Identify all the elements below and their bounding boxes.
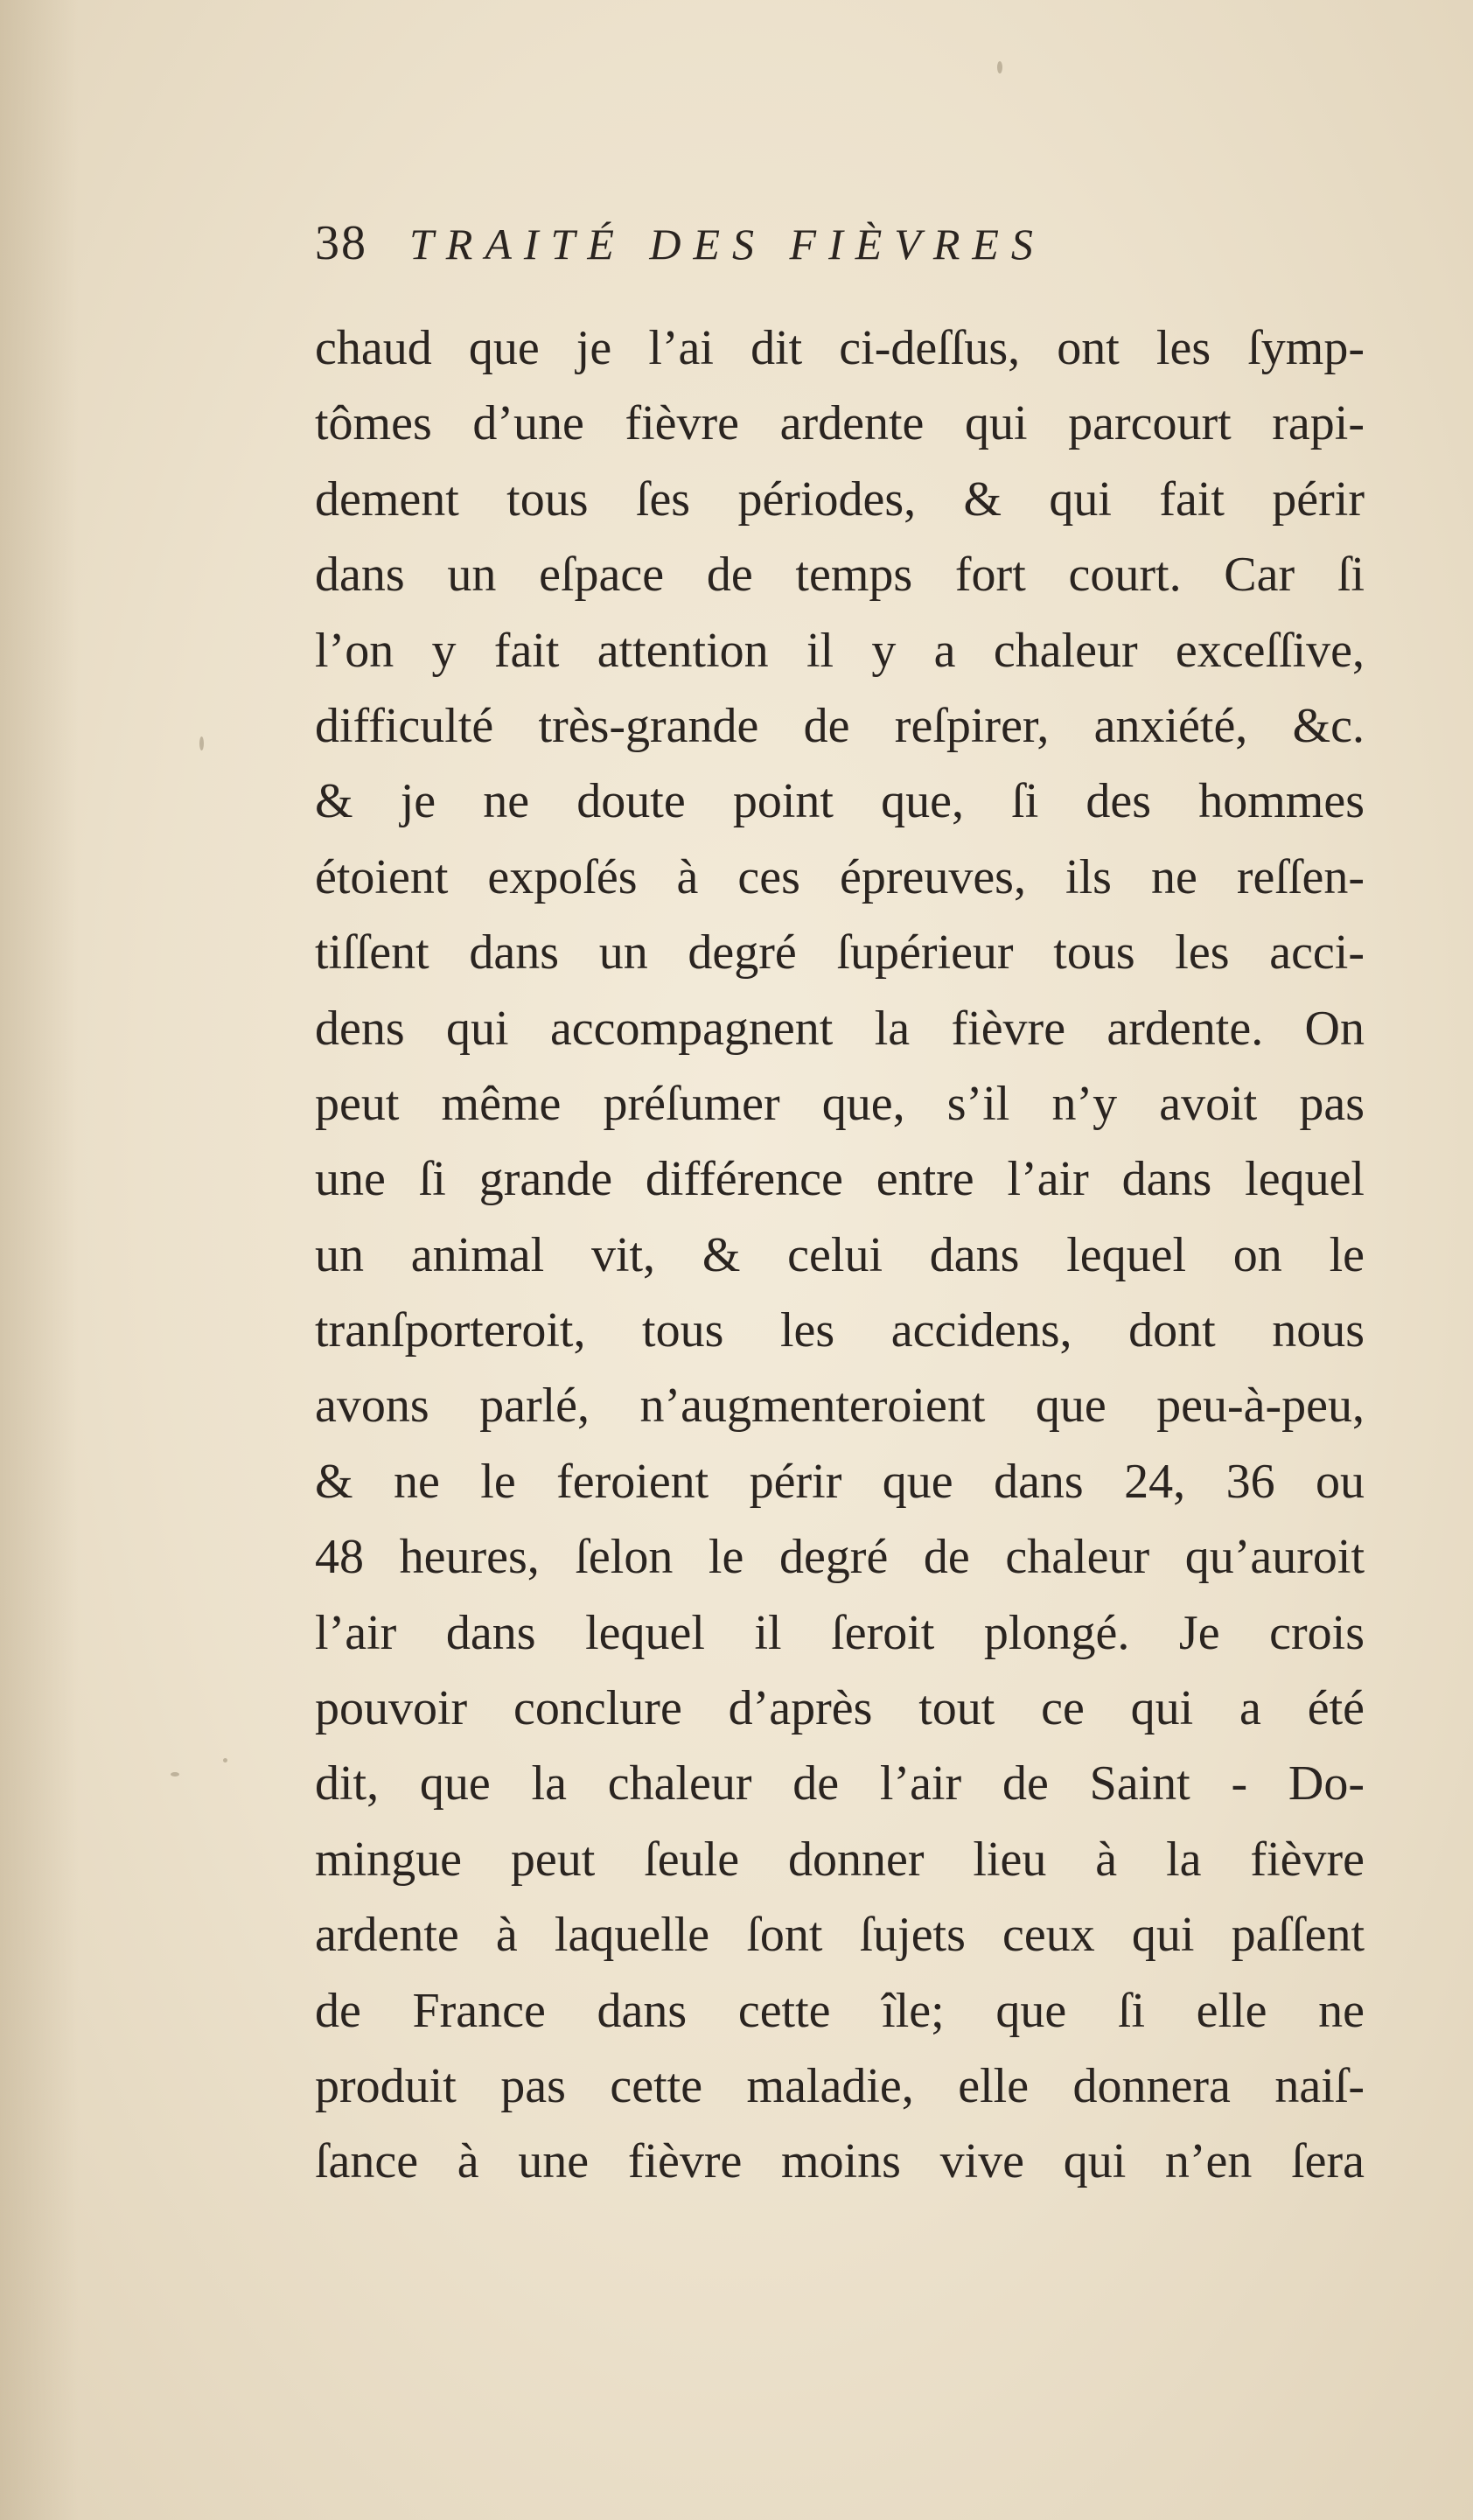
text-line: pouvoir conclure d’après tout ce qui a été <box>315 1681 1365 1736</box>
paper-speck <box>199 736 204 750</box>
text-line: l’air dans lequel il ſeroit plongé. Je crois <box>315 1605 1365 1660</box>
text-line: difficulté très-grande de reſpirer, anxiété, &c. <box>315 698 1365 753</box>
text-line: une ſi grande différence entre l’air dans lequel <box>315 1152 1365 1207</box>
text-line: & ne le feroient périr que dans 24, 36 ou <box>315 1454 1365 1509</box>
text-line: tiſſent dans un degré ſupérieur tous les acci- <box>315 925 1365 981</box>
text-line: peut même préſumer que, s’il n’y avoit pas <box>315 1076 1365 1131</box>
text-line: 48 heures, ſelon le degré de chaleur qu’auroit <box>315 1530 1365 1585</box>
paper-speck <box>171 1772 179 1777</box>
text-line: ardente à laquelle ſont ſujets ceux qui paſſent <box>315 1908 1365 1963</box>
text-line: produit pas cette maladie, elle donnera naiſ- <box>315 2058 1365 2113</box>
text-line: dans un eſpace de temps fort court. Car ſi <box>315 548 1365 603</box>
text-line: avons parlé, n’augmenteroient que peu-à-peu, <box>315 1379 1365 1434</box>
page-number: 38 <box>315 216 367 270</box>
text-line: chaud que je l’ai dit ci-deſſus, ont les ſymp- <box>315 321 1365 375</box>
paper-speck <box>223 1758 227 1763</box>
text-line: l’on y fait attention il y a chaleur exceſſive, <box>315 623 1365 678</box>
text-line: tômes d’une fièvre ardente qui parcourt rapi- <box>315 396 1365 451</box>
body-text <box>315 311 1365 2200</box>
text-line: dens qui accompagnent la fièvre ardente. On <box>315 1001 1365 1056</box>
running-title: TRAITÉ DES FIÈVRES <box>409 220 1045 269</box>
text-line: ſance à une fièvre moins vive qui n’en ſera <box>315 2134 1365 2189</box>
text-line: dement tous ſes périodes, & qui fait périr <box>315 471 1365 527</box>
running-head <box>315 215 1365 285</box>
text-line: un animal vit, & celui dans lequel on le <box>315 1227 1365 1282</box>
text-line: & je ne doute point que, ſi des hommes <box>315 774 1365 829</box>
paper-speck <box>997 61 1002 73</box>
text-line: étoient expoſés à ces épreuves, ils ne reſſen- <box>315 849 1365 904</box>
text-line: de France dans cette île; que ſi elle ne <box>315 1983 1365 2038</box>
text-line: mingue peut ſeule donner lieu à la fièvre <box>315 1832 1365 1887</box>
text-line: dit, que la chaleur de l’air de Saint - Do- <box>315 1756 1365 1811</box>
text-line: tranſporteroit, tous les accidens, dont nous <box>315 1303 1365 1358</box>
